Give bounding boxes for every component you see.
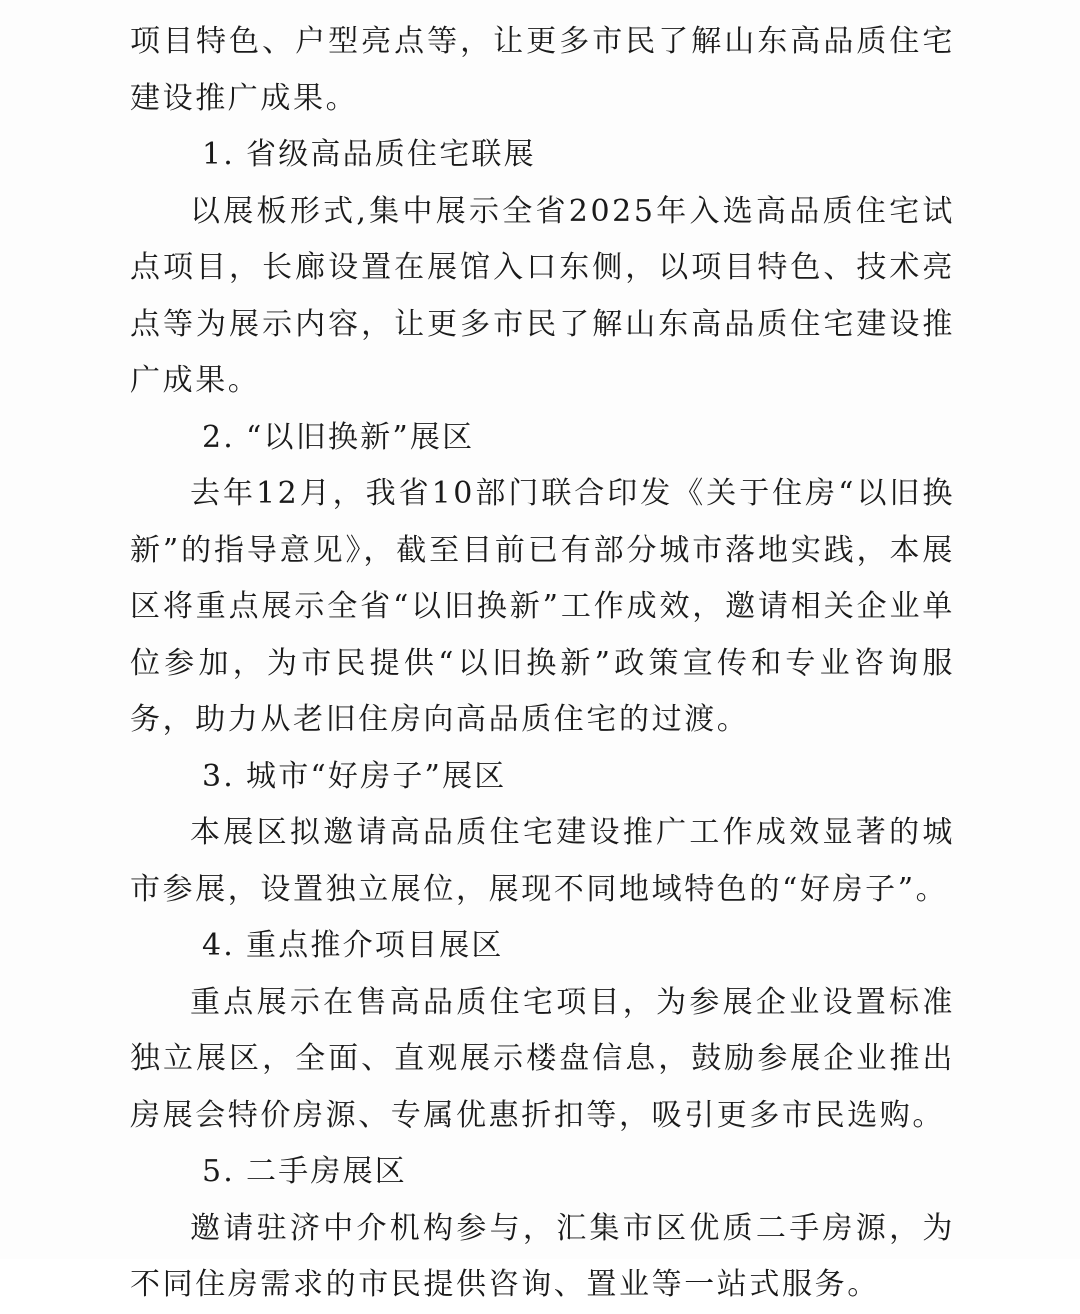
- section-title: “以旧换新”展区: [246, 419, 475, 455]
- section-number: 4.: [202, 928, 236, 963]
- section-heading-4: [130, 918, 955, 975]
- section-body-5: 邀请驻济中介机构参与，汇集市区优质二手房源，为不同住房需求的市民提供咨询、置业等一站式服务。: [130, 1210, 955, 1302]
- section-title: 二手房展区: [246, 1154, 407, 1189]
- section-number: 5.: [202, 1154, 236, 1189]
- section-body-1: 以展板形式,集中展示全省2025年入选高品质住宅试点项目，长廊设置在展馆入口东侧，以项目特色、技术亮点等为展示内容，让更多市民了解山东高品质住宅建设推广成果。: [130, 193, 955, 398]
- document-body: [130, 14, 955, 1314]
- section-heading-3: [130, 749, 955, 806]
- section-title: 重点推介项目展区: [246, 928, 504, 963]
- section-body-4: 重点展示在售高品质住宅项目，为参展企业设置标准独立展区，全面、直观展示楼盘信息，鼓励参展企业推出房展会特价房源、专属优惠折扣等，吸引更多市民选购。: [130, 984, 955, 1133]
- section-title: 城市“好房子”展区: [246, 758, 507, 794]
- section-heading-1: [130, 127, 955, 184]
- section-body-2: 去年12月，我省10部门联合印发《关于住房“以旧换新”的指导意见》，截至目前已有部分城市落地实践，本展区将重点展示全省“以旧换新”工作成效，邀请相关企业单位参加，为市民提供“以旧换新”政策宣传和专业咨询服务，助力从老旧住房向高品质住宅的过渡。: [130, 476, 955, 737]
- section-number: 2.: [202, 419, 236, 455]
- section-number: 1.: [202, 137, 236, 172]
- intro-paragraph: 项目特色、户型亮点等，让更多市民了解山东高品质住宅建设推广成果。: [130, 24, 955, 116]
- section-heading-5: [130, 1144, 955, 1201]
- section-number: 3.: [202, 758, 236, 794]
- section-body-3: 本展区拟邀请高品质住宅建设推广工作成效显著的城市参展，设置独立展位，展现不同地域特色的“好房子”。: [130, 815, 955, 907]
- section-title: 省级高品质住宅联展: [246, 137, 536, 172]
- section-heading-2: [130, 410, 955, 467]
